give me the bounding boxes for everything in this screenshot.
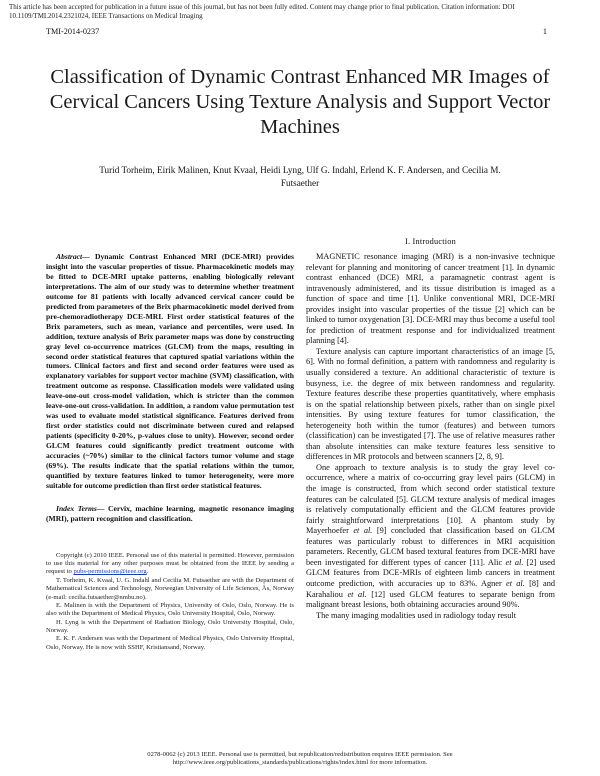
index-terms xyxy=(46,504,294,524)
et-al-4: et al. xyxy=(347,589,367,599)
footnotes xyxy=(46,552,294,652)
paper-title: Classification of Dynamic Contrast Enhanced MR Images of Cervical Cancers Using Texture Analysis and Support Vector Machines xyxy=(49,66,551,138)
affiliation-footnote-4: E. K. F. Andersen was with the Department of Medical Physics, Oslo University Hospital, Oslo, Norway. He is now with SSHF, Kristiansand, Norway. xyxy=(46,635,294,651)
abstract-lead: Abstract xyxy=(56,252,83,261)
abstract xyxy=(46,252,294,491)
index-terms-text: — Cervix, machine learning, magnetic resonance imaging (MRI), pattern recognition and classification. xyxy=(46,503,294,523)
page-number: 1 xyxy=(542,27,547,36)
intro-p3-part-e: [12] used GLCM features to separate benign from malignant breast lesions, both obtaining accuracies around 90%. xyxy=(306,589,555,610)
et-al-2: et al. xyxy=(505,557,524,567)
left-column xyxy=(46,252,294,652)
intro-p3-part-d: [8] and Karahaliou xyxy=(306,578,555,599)
index-terms-lead: Index Terms xyxy=(56,503,97,513)
copyright-end: . xyxy=(146,568,149,576)
intro-p3-part-c: [2] used GLCM features from DCE-MRIs of eighteen limb cancers in treatment outcome prediction, with accuracies up to 83%. Agner xyxy=(306,557,555,588)
abstract-text: — Dynamic Contrast Enhanced MRI (DCE-MRI) provides insight into the vascular properties of tissue. Pharmacokinetic models may be fitted to DCE-MRI uptake patterns, enabling biologically relevant interpretations. The aim of our study was to determine whether treatment outcome for 81 patients with locally advanced cervical cancer could be predicted from parameters of the Brix pharmacokinetic model derived from pre-chemoradiotherapy DCE-MRI. First order statistical features of the Brix parameters, such as mean, variance and percentiles, were used. In addition, texture analysis of Brix parameter maps was done by constructing gray level co-occurrence matrices (GLCM) from the maps, resulting in second order statistical features that captured spatial variations within the tumors. Clinical factors and first and second order features were used as explanatory variables for support vector machine (SVM) classification, with treatment outcome as response. Classification models were validated using leave-one-out cross-model validation, which is stricter than the common leave-one-out cross-validation. In addition, a random value permutation test was used to evaluate model statistical significance. Features derived from first order statistics could not discriminate between cured and relapsed patients (specificity 0-20%, p-values close to unity). However, second order GLCM features could significantly predict treatment outcome with accuracies (~70%) similar to the clinical factors tumor volume and stage (69%). The results indicate that the spatial relations within the tumor, quantified by texture features linked to tumor heterogeneity, were more suitable for outcome prediction than first order statistical features. xyxy=(46,252,294,490)
permissions-email-link[interactable]: pubs-permissions@ieee.org xyxy=(73,568,147,576)
right-column xyxy=(306,237,555,621)
copyright-footer xyxy=(60,751,540,767)
copyright-footnote xyxy=(46,552,294,577)
et-al-1: et al. xyxy=(353,526,373,536)
intro-p3-part-a: One approach to texture analysis is to study the gray level co-occurrence, where a matrix of co-occurring gray level pairs (GLCM) in the image is constructed, from which second order statistical texture features can be calculated [5]. GLCM texture analysis of medical images is relatively computationally efficient and the GLCM features provide fairly straightforward interpretations [10]. A phantom study by Mayerhoefer xyxy=(306,462,555,536)
footer-line-1: 0278-0062 (c) 2013 IEEE. Personal use is permitted, but republication/redistribution requires IEEE permission. See xyxy=(147,751,453,758)
copyright-text: Copyright (c) 2010 IEEE. Personal use of this material is permitted. However, permission to use this material for any other purposes must be obtained from the IEEE by sending a request to xyxy=(46,551,294,576)
intro-paragraph-3 xyxy=(306,463,555,611)
intro-p3-part-b: [9] concluded that classification based on GLCM features was particularly robust to differences in MRI acquisition parameters. Recently, GLCM based textural features from DCE-MRI have been investigated for different types of cancer [11]. Alic xyxy=(306,526,555,567)
author-list: Turid Torheim, Eirik Malinen, Knut Kvaal, Heidi Lyng, Ulf G. Indahl, Erlend K. F. Andersen, and Cecilia M. Futsaether xyxy=(99,165,501,188)
affiliation-footnote-2: E. Malinen is with the Department of Physics, University of Oslo, Oslo, Norway. He is also with the Department of Medical Physics, Oslo University Hospital, Oslo, Norway. xyxy=(46,601,294,618)
et-al-3: et al. xyxy=(506,578,525,588)
manuscript-id: TMI-2014-0237 xyxy=(46,27,100,36)
intro-paragraph-2: Texture analysis can capture important characteristics of an image [5, 6]. With no formal definition, a pattern with randomness and regularity is usually considered a texture. An additional characteristic of texture is busyness, i.e. the degree of mix between randomness and regularity. Texture features describe these properties quantitatively, where emphasis is on the spatial relationship between pixels, rather than on single pixel intensities. By using texture features for tumor classification, the heterogeneity both within the tumor (features) and between tumors (classification) can be investigated [7]. The use of relative measures rather than absolute intensities can make texture features less sensitive to differences in MR protocols and between scanners [2, 8, 9]. xyxy=(306,346,555,462)
prepublication-notice: This article has been accepted for publication in a future issue of this journal, but has not been fully edited. Content may change prior to final publication. Citation information: DOI 10.1109/TMI.2014.2321024, IEEE Transactions on Medical Imaging xyxy=(9,3,515,20)
section-heading-introduction: I. Introduction xyxy=(405,237,456,246)
intro-paragraph-1: MAGNETIC resonance imaging (MRI) is a non-invasive technique relevant for planning and monitoring of cancer treatment [1]. In dynamic contrast enhanced (DCE) MRI, a paramagnetic contrast agent is intravenously administered, and its tissue distribution is imaged as a function of space and time [1]. Unlike conventional MRI, DCE-MRI provides insight into vascular properties of the tissue [2] which can be linked to tumor oxygenation [3]. DCE-MRI may thus become a useful tool for prediction of treatment response and for individualized treatment planning [4]. xyxy=(306,252,555,346)
footer-line-2: http://www.ieee.org/publications_standards/publications/rights/index.html for more information. xyxy=(172,759,428,767)
intro-paragraph-4: The many imaging modalities used in radiology today result xyxy=(316,610,517,620)
introduction-body xyxy=(306,252,555,621)
affiliation-footnote-3: H. Lyng is with the Department of Radiation Biology, Oslo University Hospital, Oslo, Norway. xyxy=(46,618,294,634)
affiliation-footnote-1: T. Torheim, K. Kvaal, U. G. Indahl and Cecilia M. Futsaether are with the Department of Mathematical Sciences and Technology, Norwegian University of Life Sciences, Ås, Norway (e-mail: cecilia.futsaether@nmbu.no). xyxy=(46,576,294,601)
